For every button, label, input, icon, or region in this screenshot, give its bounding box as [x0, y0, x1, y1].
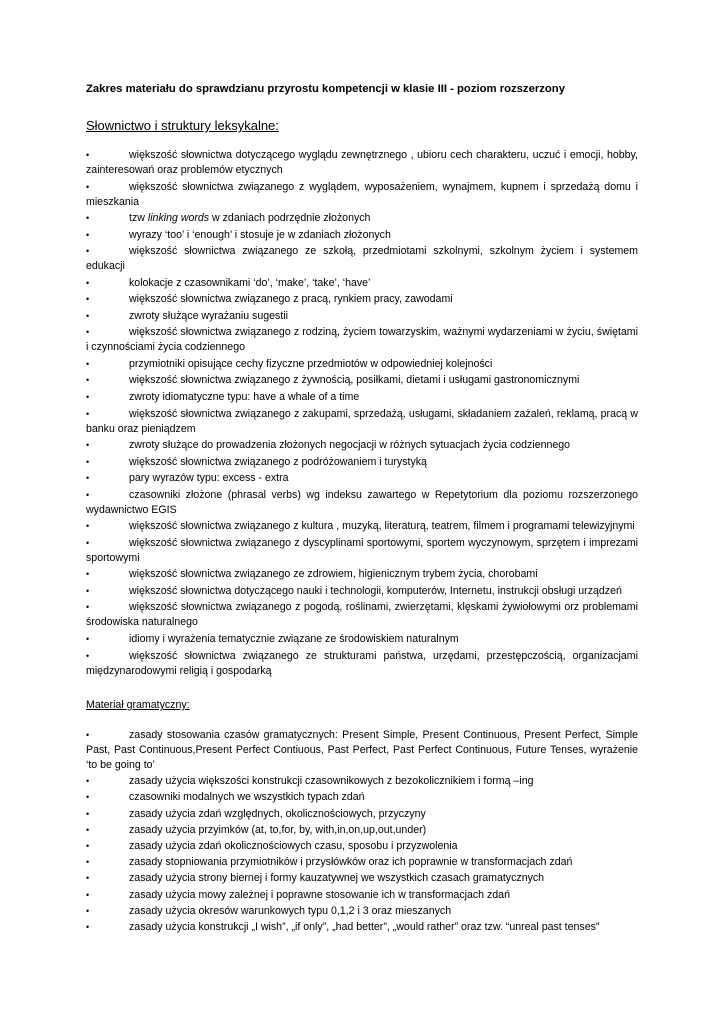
list-item: [86, 244, 638, 274]
bullet-icon: •: [86, 634, 90, 645]
list-item: [86, 211, 638, 226]
bullet-icon: •: [86, 246, 90, 257]
list-item-text: zasady użycia zdań okolicznościowych czasu, sposobu i przyzwolenia: [129, 839, 458, 852]
list-item: [86, 228, 638, 243]
bullet-icon: •: [86, 585, 90, 596]
bullet-icon: •: [86, 213, 90, 224]
bullet-icon: •: [86, 792, 90, 803]
list-item: [86, 455, 638, 470]
list-item-text: większość słownictwa związanego ze szkołą, przedmiotami szkolnymi, szkolnym życiem i systemem edukacji: [86, 245, 638, 273]
list-item-text: przymiotniki opisujące cechy fizyczne przedmiotów w odpowiedniej kolejności: [129, 357, 493, 370]
bullet-icon: •: [86, 808, 90, 819]
vocabulary-list: [86, 148, 638, 680]
list-item-text: zasady użycia przyimków (at, to,for, by, with,in,on,up,out,under): [129, 823, 427, 836]
list-item: [86, 390, 638, 405]
list-item: [86, 325, 638, 355]
list-item-text: większość słownictwa dotyczącego wyglądu zewnętrznego , ubioru cech charakteru, uczuć i emocji, hobby, zainteresowań oraz problemów etycznych: [86, 149, 638, 176]
list-item: [86, 855, 638, 870]
list-item: [86, 920, 638, 935]
list-item-text: większość słownictwa związanego z pogodą, roślinami, zwierzętami, klęskami żywiołowymi orz problemami środowiska naturalnego: [86, 601, 638, 629]
list-item: [86, 292, 638, 307]
bullet-icon: •: [86, 650, 90, 661]
list-item: [86, 357, 638, 372]
bullet-icon: •: [86, 277, 90, 288]
list-item: [86, 276, 638, 291]
list-item: [86, 536, 638, 566]
bullet-icon: •: [86, 375, 90, 386]
list-item-text: większość słownictwa związanego z rodziną, życiem towarzyskim, ważnymi wydarzeniami w życiu, świętami i czynnościami życia codziennego: [86, 326, 638, 354]
list-item: [86, 407, 638, 437]
section-heading-grammar: Materiał gramatyczny:: [86, 699, 190, 711]
bullet-icon: •: [86, 889, 90, 900]
list-item-text: zwroty służące wyrażaniu sugestii: [129, 309, 288, 322]
list-item-text: kolokacje z czasownikami ‘do’, ‘make’, ‘take’, ‘have’: [129, 276, 371, 289]
grammar-list: [86, 728, 638, 936]
list-item-text: czasowniki złożone (phrasal verbs) wg indeksu zawartego w Repetytorium dla poziomu rozszerzonego wydawnictwo EGIS: [86, 488, 638, 516]
list-item: [86, 774, 638, 789]
list-item-text: większość słownictwa związanego z pracą, rynkiem pracy, zawodami: [129, 293, 453, 306]
bullet-icon: •: [86, 408, 90, 419]
list-item-text: wyrazy ‘too’ i ‘enough’ i stosuje je w zdaniach złożonych: [129, 228, 391, 241]
bullet-icon: •: [86, 456, 90, 467]
bullet-icon: •: [86, 327, 90, 338]
list-item-text: większość słownictwa związanego z żywnością, posiłkami, dietami i usługami gastronomicznymi: [129, 374, 580, 387]
list-item: [86, 649, 638, 679]
bullet-icon: •: [86, 730, 90, 740]
bullet-icon: •: [86, 521, 90, 532]
list-item: [86, 600, 638, 630]
bullet-icon: •: [86, 905, 90, 916]
bullet-icon: •: [86, 440, 90, 451]
bullet-icon: •: [86, 857, 90, 868]
bullet-icon: •: [86, 310, 90, 321]
list-item: [86, 309, 638, 324]
list-item: [86, 180, 638, 210]
bullet-icon: •: [86, 150, 90, 160]
list-item: [86, 790, 638, 805]
list-item: [86, 148, 638, 178]
bullet-icon: •: [86, 294, 90, 305]
list-item: [86, 888, 638, 903]
list-item-text: czasowniki modalnych we wszystkich typach zdań: [129, 791, 365, 804]
bullet-icon: •: [86, 569, 90, 580]
bullet-icon: •: [86, 921, 90, 932]
bullet-icon: •: [86, 489, 90, 500]
bullet-icon: •: [86, 602, 90, 613]
list-item-text: zasady stosowania czasów gramatycznych: Present Simple, Present Continuous, Present Perfect, Simple Past, Past Continuous,Present Perfect Contiuous, Past Perfect, Past Perfect Continuous, Future Tenses, wyrażenie ‘to be going to’: [86, 729, 638, 771]
list-item-text: idiomy i wyrażenia tematycznie związane ze środowiskiem naturalnym: [129, 633, 459, 646]
list-item-text: zasady użycia strony biernej i formy kauzatywnej we wszystkich czasach gramatycznych: [129, 872, 545, 885]
bullet-icon: •: [86, 392, 90, 403]
list-item: [86, 567, 638, 582]
list-item-text: większość słownictwa związanego z podróżowaniem i turystyką: [129, 455, 427, 468]
list-item-text: tzw linking words w zdaniach podrzędnie złożonych: [129, 212, 371, 225]
bullet-icon: •: [86, 537, 90, 548]
list-item-text: zasady użycia większości konstrukcji czasownikowych z bezokolicznikiem i formą –ing: [129, 775, 534, 788]
list-item-text: większość słownictwa związanego z zakupami, sprzedażą, usługami, składaniem zażaleń, reklamą, pracą w banku oraz pieniądzem: [86, 407, 638, 435]
list-item: [86, 373, 638, 388]
list-item-text: większość słownictwa związanego z kultura , muzyką, literaturą, teatrem, filmem i programami telewizyjnymi: [129, 520, 635, 533]
bullet-icon: •: [86, 824, 90, 835]
section-heading-vocabulary: Słownictwo i struktury leksykalne:: [86, 118, 279, 133]
list-item: [86, 488, 638, 518]
bullet-icon: •: [86, 229, 90, 240]
list-item-text: zasady użycia konstrukcji „I wish”, „if only”, „had better”, „would rather” oraz tzw. “unreal past tenses”: [129, 920, 600, 933]
bullet-icon: •: [86, 840, 90, 851]
list-item-text: zwroty idiomatyczne typu: have a whale of a time: [129, 391, 360, 404]
document-title: Zakres materiału do sprawdzianu przyrostu kompetencji w klasie III - poziom rozszerzony: [86, 83, 565, 95]
list-item-text: zasady stopniowania przymiotników i przysłówków oraz ich poprawnie w transformacjach zdań: [129, 856, 573, 869]
list-item-text: większość słownictwa związanego z dyscyplinami sportowymi, sportem wyczynowym, sprzętem i imprezami sportowymi: [86, 536, 638, 564]
list-item: [86, 904, 638, 919]
list-item-text: zwroty służące do prowadzenia złożonych negocjacji w różnych sytuacjach życia codziennego: [129, 439, 571, 452]
list-item: [86, 438, 638, 453]
list-item: [86, 632, 638, 647]
list-item-text: większość słownictwa związanego ze strukturami państwa, urzędami, przestępczością, organizacjami międzynarodowymi religią i gospodarką: [86, 649, 638, 677]
bullet-icon: •: [86, 181, 90, 192]
list-item: [86, 807, 638, 822]
list-item: [86, 584, 638, 599]
bullet-icon: •: [86, 873, 90, 884]
list-item: [86, 471, 638, 486]
list-item-text: zasady użycia mowy zależnej i poprawne stosowanie ich w transformacjach zdań: [129, 888, 510, 901]
bullet-icon: •: [86, 358, 90, 369]
list-item: [86, 519, 638, 534]
list-item: [86, 823, 638, 838]
bullet-icon: •: [86, 473, 90, 484]
list-item-text: większość słownictwa związanego z wyglądem, wyposażeniem, wynajmem, kupnem i sprzedażą domu i mieszkania: [86, 180, 638, 208]
list-item-text: zasady użycia okresów warunkowych typu 0,1,2 i 3 oraz mieszanych: [129, 904, 452, 917]
list-item-text: większość słownictwa związanego ze zdrowiem, higienicznym trybem życia, chorobami: [129, 568, 538, 581]
list-item: [86, 839, 638, 854]
bullet-icon: •: [86, 776, 90, 787]
list-item: [86, 871, 638, 886]
list-item-text: pary wyrazów typu: excess - extra: [129, 472, 289, 485]
list-item-text: większość słownictwa dotyczącego nauki i technologii, komputerów, Internetu, instrukcji obsługi urządzeń: [129, 584, 622, 597]
list-item: [86, 728, 638, 773]
list-item-text: zasady użycia zdań względnych, okolicznościowych, przyczyny: [129, 807, 426, 820]
